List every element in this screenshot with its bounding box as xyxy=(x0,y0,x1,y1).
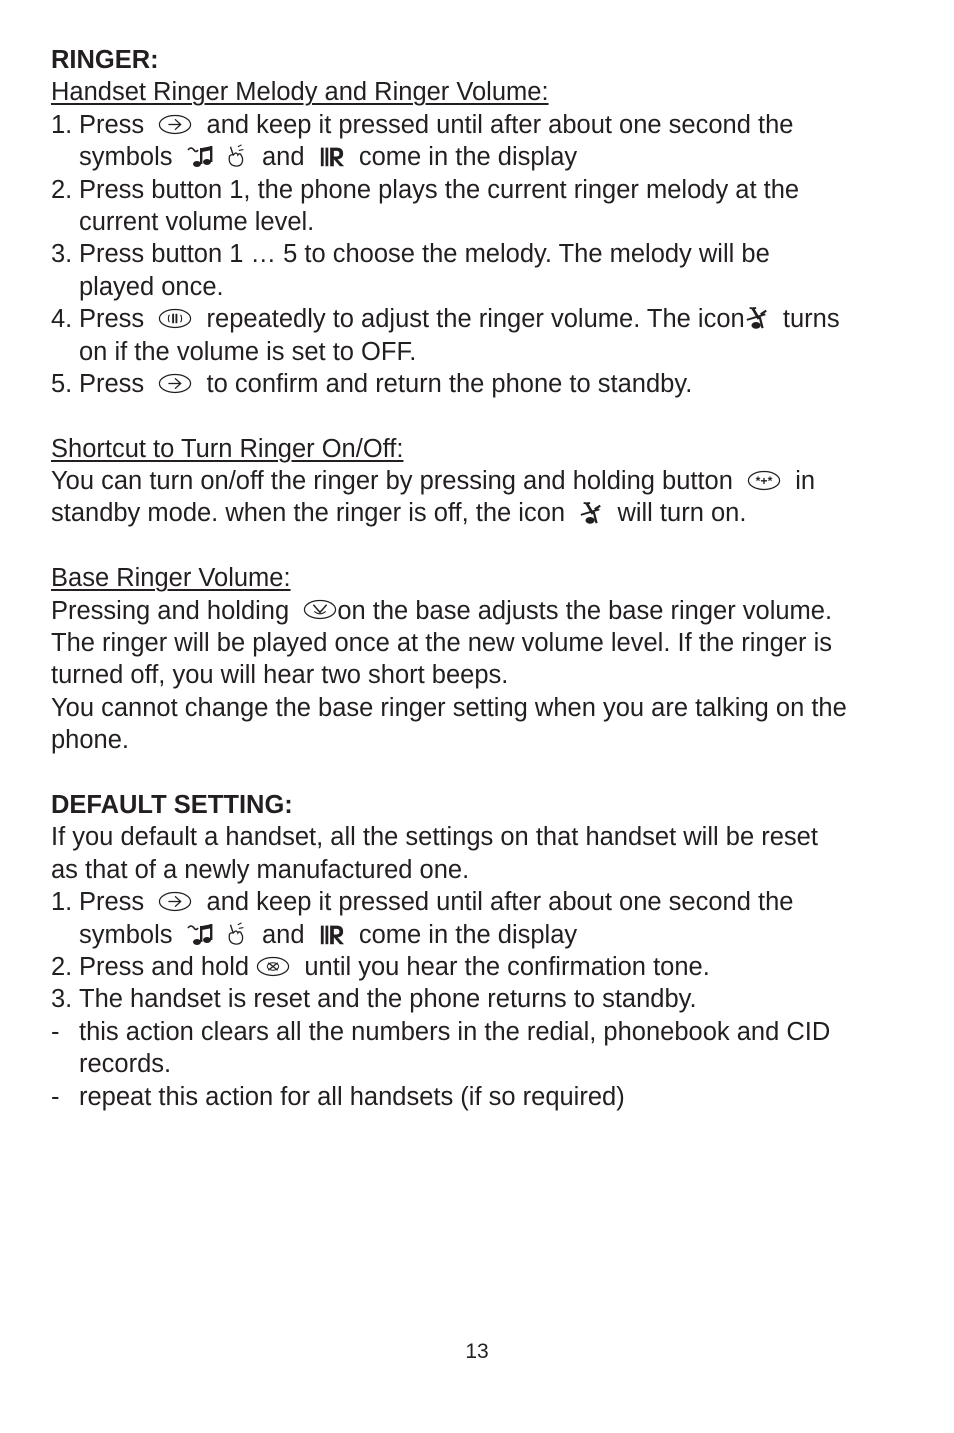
base-volume-button-icon xyxy=(303,599,337,620)
note-text: repeat this action for all handsets (if so required) xyxy=(79,1082,625,1111)
paragraph-text: Pressing and holding xyxy=(51,596,290,625)
step-number: 2. xyxy=(51,175,73,204)
step-text: Press and hold xyxy=(79,952,250,981)
ir-icon xyxy=(319,921,345,947)
step-text: and xyxy=(261,143,305,172)
step-number: 5. xyxy=(51,369,73,398)
default-note-1 xyxy=(51,1016,911,1081)
step-text: Press xyxy=(79,369,145,398)
note-dash: - xyxy=(51,1082,60,1111)
default-step-3 xyxy=(51,983,911,1015)
paragraph-text: on the base adjusts the base ringer volume. xyxy=(337,596,833,625)
step-text: Press xyxy=(79,888,145,917)
step-text: repeatedly to adjust the ringer volume. The icon xyxy=(206,305,745,334)
step-text: come in the display xyxy=(358,143,578,172)
shortcut-subheading: Shortcut to Turn Ringer On/Off: xyxy=(51,434,404,463)
step-number: 1. xyxy=(51,888,73,917)
step-text: current volume level. xyxy=(79,207,315,236)
step-number: 1. xyxy=(51,110,73,139)
step-text: to confirm and return the phone to standby. xyxy=(206,369,693,398)
step-text: symbols xyxy=(79,143,173,172)
menu-arrow-button-icon xyxy=(158,373,192,394)
step-text: and xyxy=(261,920,305,949)
paragraph-text: standby mode. when the ringer is off, the icon xyxy=(51,499,566,528)
melody-note-icon xyxy=(187,920,217,948)
step-number: 3. xyxy=(51,985,73,1014)
step-text: and keep it pressed until after about one second the xyxy=(206,888,794,917)
default-step-2 xyxy=(51,951,911,983)
handset-ringer-subheading: Handset Ringer Melody and Ringer Volume: xyxy=(51,78,549,107)
page-number: 13 xyxy=(465,1340,489,1363)
step-text: and keep it pressed until after about one second the xyxy=(206,110,794,139)
ringer-off-icon xyxy=(745,304,769,332)
step-text: until you hear the confirmation tone. xyxy=(304,952,710,981)
menu-arrow-button-icon xyxy=(158,114,192,135)
ringer-heading: RINGER: xyxy=(51,46,159,74)
paragraph-text: You cannot change the base ringer setting when you are talking on the xyxy=(51,693,847,722)
default-step-1 xyxy=(51,886,911,951)
ir-icon xyxy=(319,143,345,169)
menu-arrow-button-icon xyxy=(158,891,192,912)
ringer-step-5 xyxy=(51,368,911,400)
paragraph-text: will turn on. xyxy=(617,499,747,528)
melody-note-icon xyxy=(187,142,217,170)
paragraph-text: phone. xyxy=(51,726,129,755)
step-text: Press xyxy=(79,305,145,334)
note-text: this action clears all the numbers in the redial, phonebook and CID xyxy=(79,1017,831,1046)
cancel-button-icon xyxy=(256,956,290,977)
manual-page xyxy=(51,44,911,1113)
paragraph-text: The ringer will be played once at the new volume level. If the ringer is xyxy=(51,629,832,658)
note-dash: - xyxy=(51,1017,60,1046)
paragraph-text: You can turn on/off the ringer by pressing and holding button xyxy=(51,467,733,496)
hand-pointer-icon xyxy=(224,143,248,169)
paragraph-text: as that of a newly manufactured one. xyxy=(51,855,470,884)
step-text: come in the display xyxy=(358,920,578,949)
step-text: The handset is reset and the phone returns to standby. xyxy=(79,985,697,1014)
star-button-icon xyxy=(747,470,781,491)
ringer-step-3 xyxy=(51,238,911,303)
ringer-step-1 xyxy=(51,109,911,174)
step-number: 2. xyxy=(51,952,73,981)
step-text: symbols xyxy=(79,920,173,949)
base-ringer-subheading: Base Ringer Volume: xyxy=(51,564,291,593)
step-text: Press button 1, the phone plays the current ringer melody at the xyxy=(79,175,800,204)
step-text: turns xyxy=(782,305,840,334)
step-text: Press xyxy=(79,110,145,139)
step-number: 4. xyxy=(51,305,73,334)
paragraph-text: If you default a handset, all the settings on that handset will be reset xyxy=(51,823,818,852)
ringer-step-4 xyxy=(51,303,911,368)
step-number: 3. xyxy=(51,240,73,269)
volume-button-icon xyxy=(158,308,192,329)
default-setting-heading: DEFAULT SETTING: xyxy=(51,791,293,819)
ringer-step-2 xyxy=(51,174,911,239)
step-text: played once. xyxy=(79,272,224,301)
paragraph-text: in xyxy=(795,467,816,496)
ringer-off-icon xyxy=(579,499,603,527)
default-note-2 xyxy=(51,1081,911,1113)
step-text: on if the volume is set to OFF. xyxy=(79,337,417,366)
note-text: records. xyxy=(79,1050,172,1079)
step-text: Press button 1 … 5 to choose the melody. The melody will be xyxy=(79,240,770,269)
hand-pointer-icon xyxy=(224,921,248,947)
paragraph-text: turned off, you will hear two short beeps. xyxy=(51,661,509,690)
